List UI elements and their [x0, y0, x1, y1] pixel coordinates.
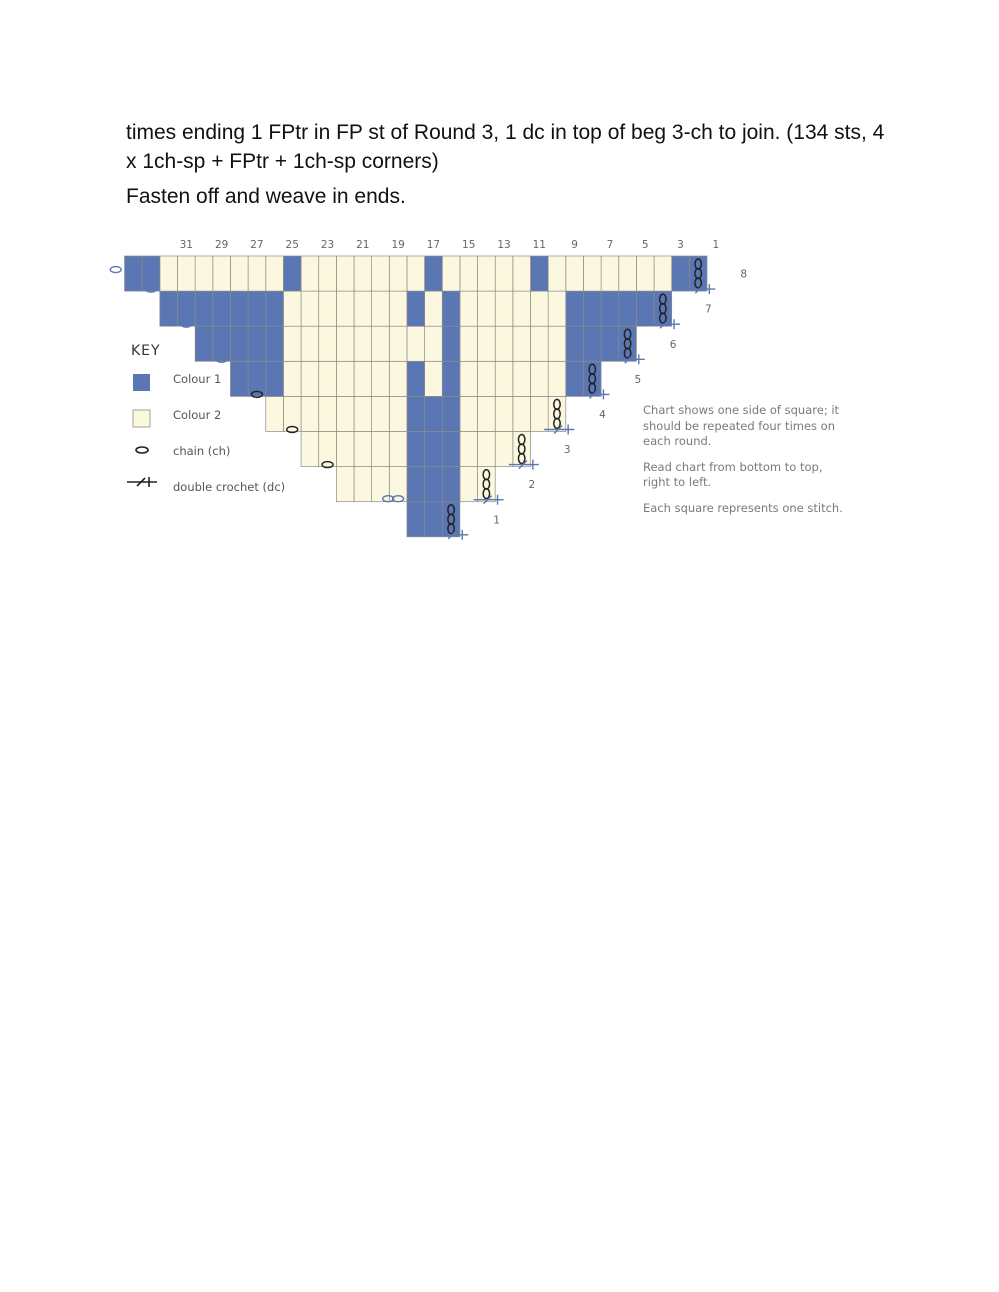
- stitch-cell: [513, 361, 531, 396]
- stitch-cell: [319, 256, 337, 291]
- stitch-cell: [654, 256, 672, 291]
- stitch-cell: [689, 256, 707, 291]
- stitch-cell: [478, 396, 496, 431]
- stitch-cell: [372, 326, 390, 361]
- stitch-cell: [495, 396, 513, 431]
- stitch-cell: [389, 256, 407, 291]
- stitch-cell: [125, 256, 143, 291]
- stitch-cell: [478, 361, 496, 396]
- stitch-cell: [531, 256, 549, 291]
- stitch-cell: [548, 326, 566, 361]
- stitch-cell: [372, 291, 390, 326]
- key-colour2-swatch: [133, 410, 150, 427]
- stitch-cell: [460, 256, 478, 291]
- stitch-cell: [531, 291, 549, 326]
- stitch-cell: [301, 256, 319, 291]
- stitch-cell: [160, 256, 178, 291]
- stitch-cell: [460, 361, 478, 396]
- stitch-cell: [266, 361, 284, 396]
- stitch-cell: [301, 291, 319, 326]
- stitch-cell: [354, 256, 372, 291]
- stitch-cell: [354, 326, 372, 361]
- stitch-cell: [601, 291, 619, 326]
- stitch-cell: [301, 432, 319, 467]
- stitch-cell: [319, 326, 337, 361]
- stitch-cell: [495, 326, 513, 361]
- stitch-cell: [460, 432, 478, 467]
- stitch-cell: [548, 291, 566, 326]
- stitch-cell: [442, 396, 460, 431]
- stitch-cell: [425, 502, 443, 537]
- stitch-cell: [425, 432, 443, 467]
- stitch-cell: [442, 256, 460, 291]
- stitch-cell: [195, 291, 213, 326]
- stitch-cell: [407, 326, 425, 361]
- stitch-cell: [283, 326, 301, 361]
- column-number: 31: [179, 239, 194, 251]
- stitch-cell: [425, 326, 443, 361]
- stitch-cell: [336, 467, 354, 502]
- round-number: 7: [705, 303, 712, 316]
- key-dc-icon: [127, 477, 157, 487]
- stitch-cell: [301, 326, 319, 361]
- column-number: 11: [532, 239, 547, 251]
- stitch-cell: [513, 256, 531, 291]
- stitch-cell: [583, 291, 601, 326]
- stitch-cell: [566, 256, 584, 291]
- stitch-cell: [354, 467, 372, 502]
- stitch-cell: [407, 502, 425, 537]
- column-number: 29: [214, 239, 229, 251]
- column-number: 19: [391, 239, 405, 251]
- stitch-cell: [389, 326, 407, 361]
- stitch-cell: [319, 396, 337, 431]
- paragraph-2: Fasten off and weave in ends.: [126, 185, 406, 208]
- chart-grid: [125, 256, 707, 537]
- stitch-cell: [230, 361, 248, 396]
- stitch-cell: [160, 291, 178, 326]
- stitch-cell: [283, 256, 301, 291]
- stitch-cell: [354, 291, 372, 326]
- stitch-cell: [601, 326, 619, 361]
- key-colour1-label: Colour 1: [173, 372, 222, 386]
- column-number: 23: [320, 239, 335, 251]
- key-dc-label: double crochet (dc): [173, 480, 286, 494]
- stitch-cell: [248, 326, 266, 361]
- stitch-cell: [460, 467, 478, 502]
- stitch-cell: [248, 291, 266, 326]
- stitch-cell: [619, 326, 637, 361]
- stitch-cell: [230, 256, 248, 291]
- stitch-cell: [283, 291, 301, 326]
- stitch-cell: [372, 396, 390, 431]
- stitch-cell: [442, 361, 460, 396]
- stitch-cell: [266, 326, 284, 361]
- stitch-cell: [319, 291, 337, 326]
- stitch-cell: [336, 326, 354, 361]
- stitch-cell: [336, 256, 354, 291]
- stitch-cell: [548, 396, 566, 431]
- stitch-cell: [354, 361, 372, 396]
- round-number: 2: [528, 479, 536, 492]
- stitch-cell: [601, 256, 619, 291]
- stitch-cell: [636, 256, 654, 291]
- stitch-cell: [230, 291, 248, 326]
- stitch-cell: [636, 291, 654, 326]
- stitch-cell: [513, 326, 531, 361]
- stitch-cell: [513, 396, 531, 431]
- stitch-cell: [230, 326, 248, 361]
- column-number: 25: [285, 239, 299, 251]
- key-chain-icon: [136, 447, 148, 453]
- stitch-cell: [178, 256, 196, 291]
- round-number: 8: [740, 268, 748, 281]
- stitch-cell: [407, 396, 425, 431]
- round-number: 1: [493, 514, 500, 527]
- note-line: Read chart from bottom to top,: [643, 460, 823, 474]
- stitch-cell: [336, 291, 354, 326]
- stitch-cell: [301, 396, 319, 431]
- column-number: 21: [356, 239, 370, 251]
- stitch-cell: [266, 396, 284, 431]
- column-number: 5: [641, 239, 649, 251]
- stitch-cell: [442, 502, 460, 537]
- stitch-cell: [301, 361, 319, 396]
- stitch-cell: [389, 361, 407, 396]
- round-number: 6: [669, 338, 677, 351]
- corner-chain: [110, 267, 121, 273]
- stitch-cell: [425, 256, 443, 291]
- stitch-cell: [583, 256, 601, 291]
- stitch-cell: [372, 361, 390, 396]
- round-number: 4: [599, 408, 606, 421]
- round-number: 5: [634, 373, 642, 386]
- stitch-cell: [372, 432, 390, 467]
- stitch-cell: [354, 396, 372, 431]
- stitch-cell: [442, 432, 460, 467]
- stitch-cell: [548, 361, 566, 396]
- stitch-cell: [248, 256, 266, 291]
- stitch-cell: [495, 361, 513, 396]
- key-colour2-label: Colour 2: [173, 408, 222, 422]
- stitch-cell: [266, 256, 284, 291]
- round-number: 3: [563, 444, 571, 457]
- key-title: KEY: [131, 343, 161, 359]
- stitch-cell: [213, 256, 231, 291]
- stitch-cell: [531, 326, 549, 361]
- stitch-cell: [583, 361, 601, 396]
- stitch-cell: [266, 291, 284, 326]
- stitch-cell: [425, 396, 443, 431]
- stitch-cell: [389, 291, 407, 326]
- stitch-cell: [442, 326, 460, 361]
- stitch-cell: [654, 291, 672, 326]
- stitch-cell: [495, 291, 513, 326]
- stitch-cell: [407, 291, 425, 326]
- key-colour1-swatch: [133, 374, 150, 391]
- stitch-cell: [425, 291, 443, 326]
- stitch-cell: [619, 256, 637, 291]
- stitch-cell: [566, 361, 584, 396]
- stitch-cell: [460, 326, 478, 361]
- stitch-cell: [407, 467, 425, 502]
- column-number: 27: [250, 239, 264, 251]
- stitch-cell: [336, 396, 354, 431]
- stitch-cell: [460, 396, 478, 431]
- column-number: 15: [462, 239, 476, 251]
- stitch-cell: [407, 432, 425, 467]
- stitch-cell: [513, 291, 531, 326]
- column-number: 7: [606, 239, 614, 251]
- stitch-cell: [372, 256, 390, 291]
- stitch-cell: [548, 256, 566, 291]
- stitch-cell: [336, 361, 354, 396]
- stitch-cell: [407, 361, 425, 396]
- note-line: right to left.: [643, 475, 712, 489]
- stitch-cell: [478, 256, 496, 291]
- note-line: Each square represents one stitch.: [643, 501, 843, 515]
- column-number: 3: [677, 239, 684, 251]
- stitch-cell: [566, 326, 584, 361]
- stitch-cell: [195, 326, 213, 361]
- column-number: 17: [426, 239, 441, 251]
- stitch-cell: [478, 291, 496, 326]
- stitch-cell: [531, 361, 549, 396]
- stitch-cell: [583, 326, 601, 361]
- stitch-cell: [407, 256, 425, 291]
- key-chain-label: chain (ch): [173, 444, 231, 458]
- stitch-cell: [442, 467, 460, 502]
- column-number: 1: [712, 239, 720, 251]
- stitch-cell: [672, 256, 690, 291]
- stitch-cell: [336, 432, 354, 467]
- stitch-cell: [478, 326, 496, 361]
- stitch-cell: [495, 432, 513, 467]
- stitch-cell: [389, 432, 407, 467]
- stitch-cell: [566, 291, 584, 326]
- stitch-cell: [425, 361, 443, 396]
- stitch-cell: [495, 256, 513, 291]
- stitch-cell: [478, 467, 496, 502]
- stitch-cell: [319, 361, 337, 396]
- paragraph-1: times ending 1 FPtr in FP st of Round 3, 1 dc in top of beg 3-ch to join. (134 sts, 4 x 1ch-sp + FPtr + 1ch-sp corners): [126, 121, 885, 173]
- stitch-cell: [513, 432, 531, 467]
- stitch-cell: [531, 396, 549, 431]
- stitch-cell: [195, 256, 213, 291]
- column-number: 9: [571, 239, 578, 251]
- stitch-cell: [619, 291, 637, 326]
- note-line: each round.: [643, 434, 712, 448]
- stitch-cell: [478, 432, 496, 467]
- chart-notes: [643, 403, 843, 515]
- stitch-cell: [283, 361, 301, 396]
- note-line: Chart shows one side of square; it: [643, 403, 840, 417]
- stitch-cell: [460, 291, 478, 326]
- note-line: should be repeated four times on: [643, 419, 836, 433]
- column-number: 13: [497, 239, 511, 251]
- stitch-cell: [442, 291, 460, 326]
- stitch-cell: [354, 432, 372, 467]
- stitch-cell: [389, 396, 407, 431]
- stitch-cell: [213, 291, 231, 326]
- stitch-cell: [425, 467, 443, 502]
